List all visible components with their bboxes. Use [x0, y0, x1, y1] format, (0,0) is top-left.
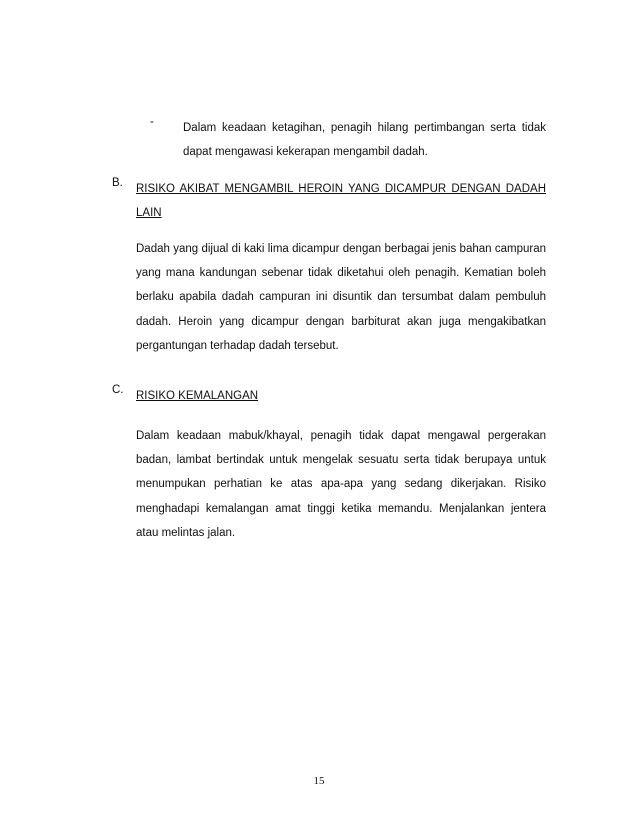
section-letter: C.: [112, 384, 124, 396]
section-paragraph: Dalam keadaan mabuk/khayal, penagih tidak dapat mengawal pergerakan badan, lambat bertindak untuk mengelak sesuatu serta tidak berupaya untuk menumpukan perhatian ke atas apa-apa yang sedang dikerjakan. Risiko menghadapi kemalangan amat tinggi ketika memandu. Menjalankan jentera atau melintas jalan.: [136, 430, 546, 539]
page-number: 15: [313, 775, 325, 787]
section-paragraph: Dadah yang dijual di kaki lima dicampur dengan berbagai jenis bahan campuran yang mana kandungan sebenar tidak diketahui oleh penagih. Kematian boleh berlaku apabila dadah campuran ini disuntik dan tersumbat dalam pembuluh dadah. Heroin yang dicampur dengan barbiturat akan juga mengakibatkan pergantungan terhadap dadah tersebut.: [136, 243, 546, 352]
bullet-text: Dalam keadaan ketagihan, penagih hilang pertimbangan serta tidak dapat mengawasi kekerapan mengambil dadah.: [183, 122, 546, 158]
bullet-dash: -: [150, 116, 154, 128]
section-letter: B.: [112, 177, 123, 189]
section-heading: RISIKO KEMALANGAN: [136, 390, 259, 402]
section-heading: RISIKO AKIBAT MENGAMBIL HEROIN YANG DICAMPUR DENGAN DADAH LAIN: [136, 183, 546, 219]
